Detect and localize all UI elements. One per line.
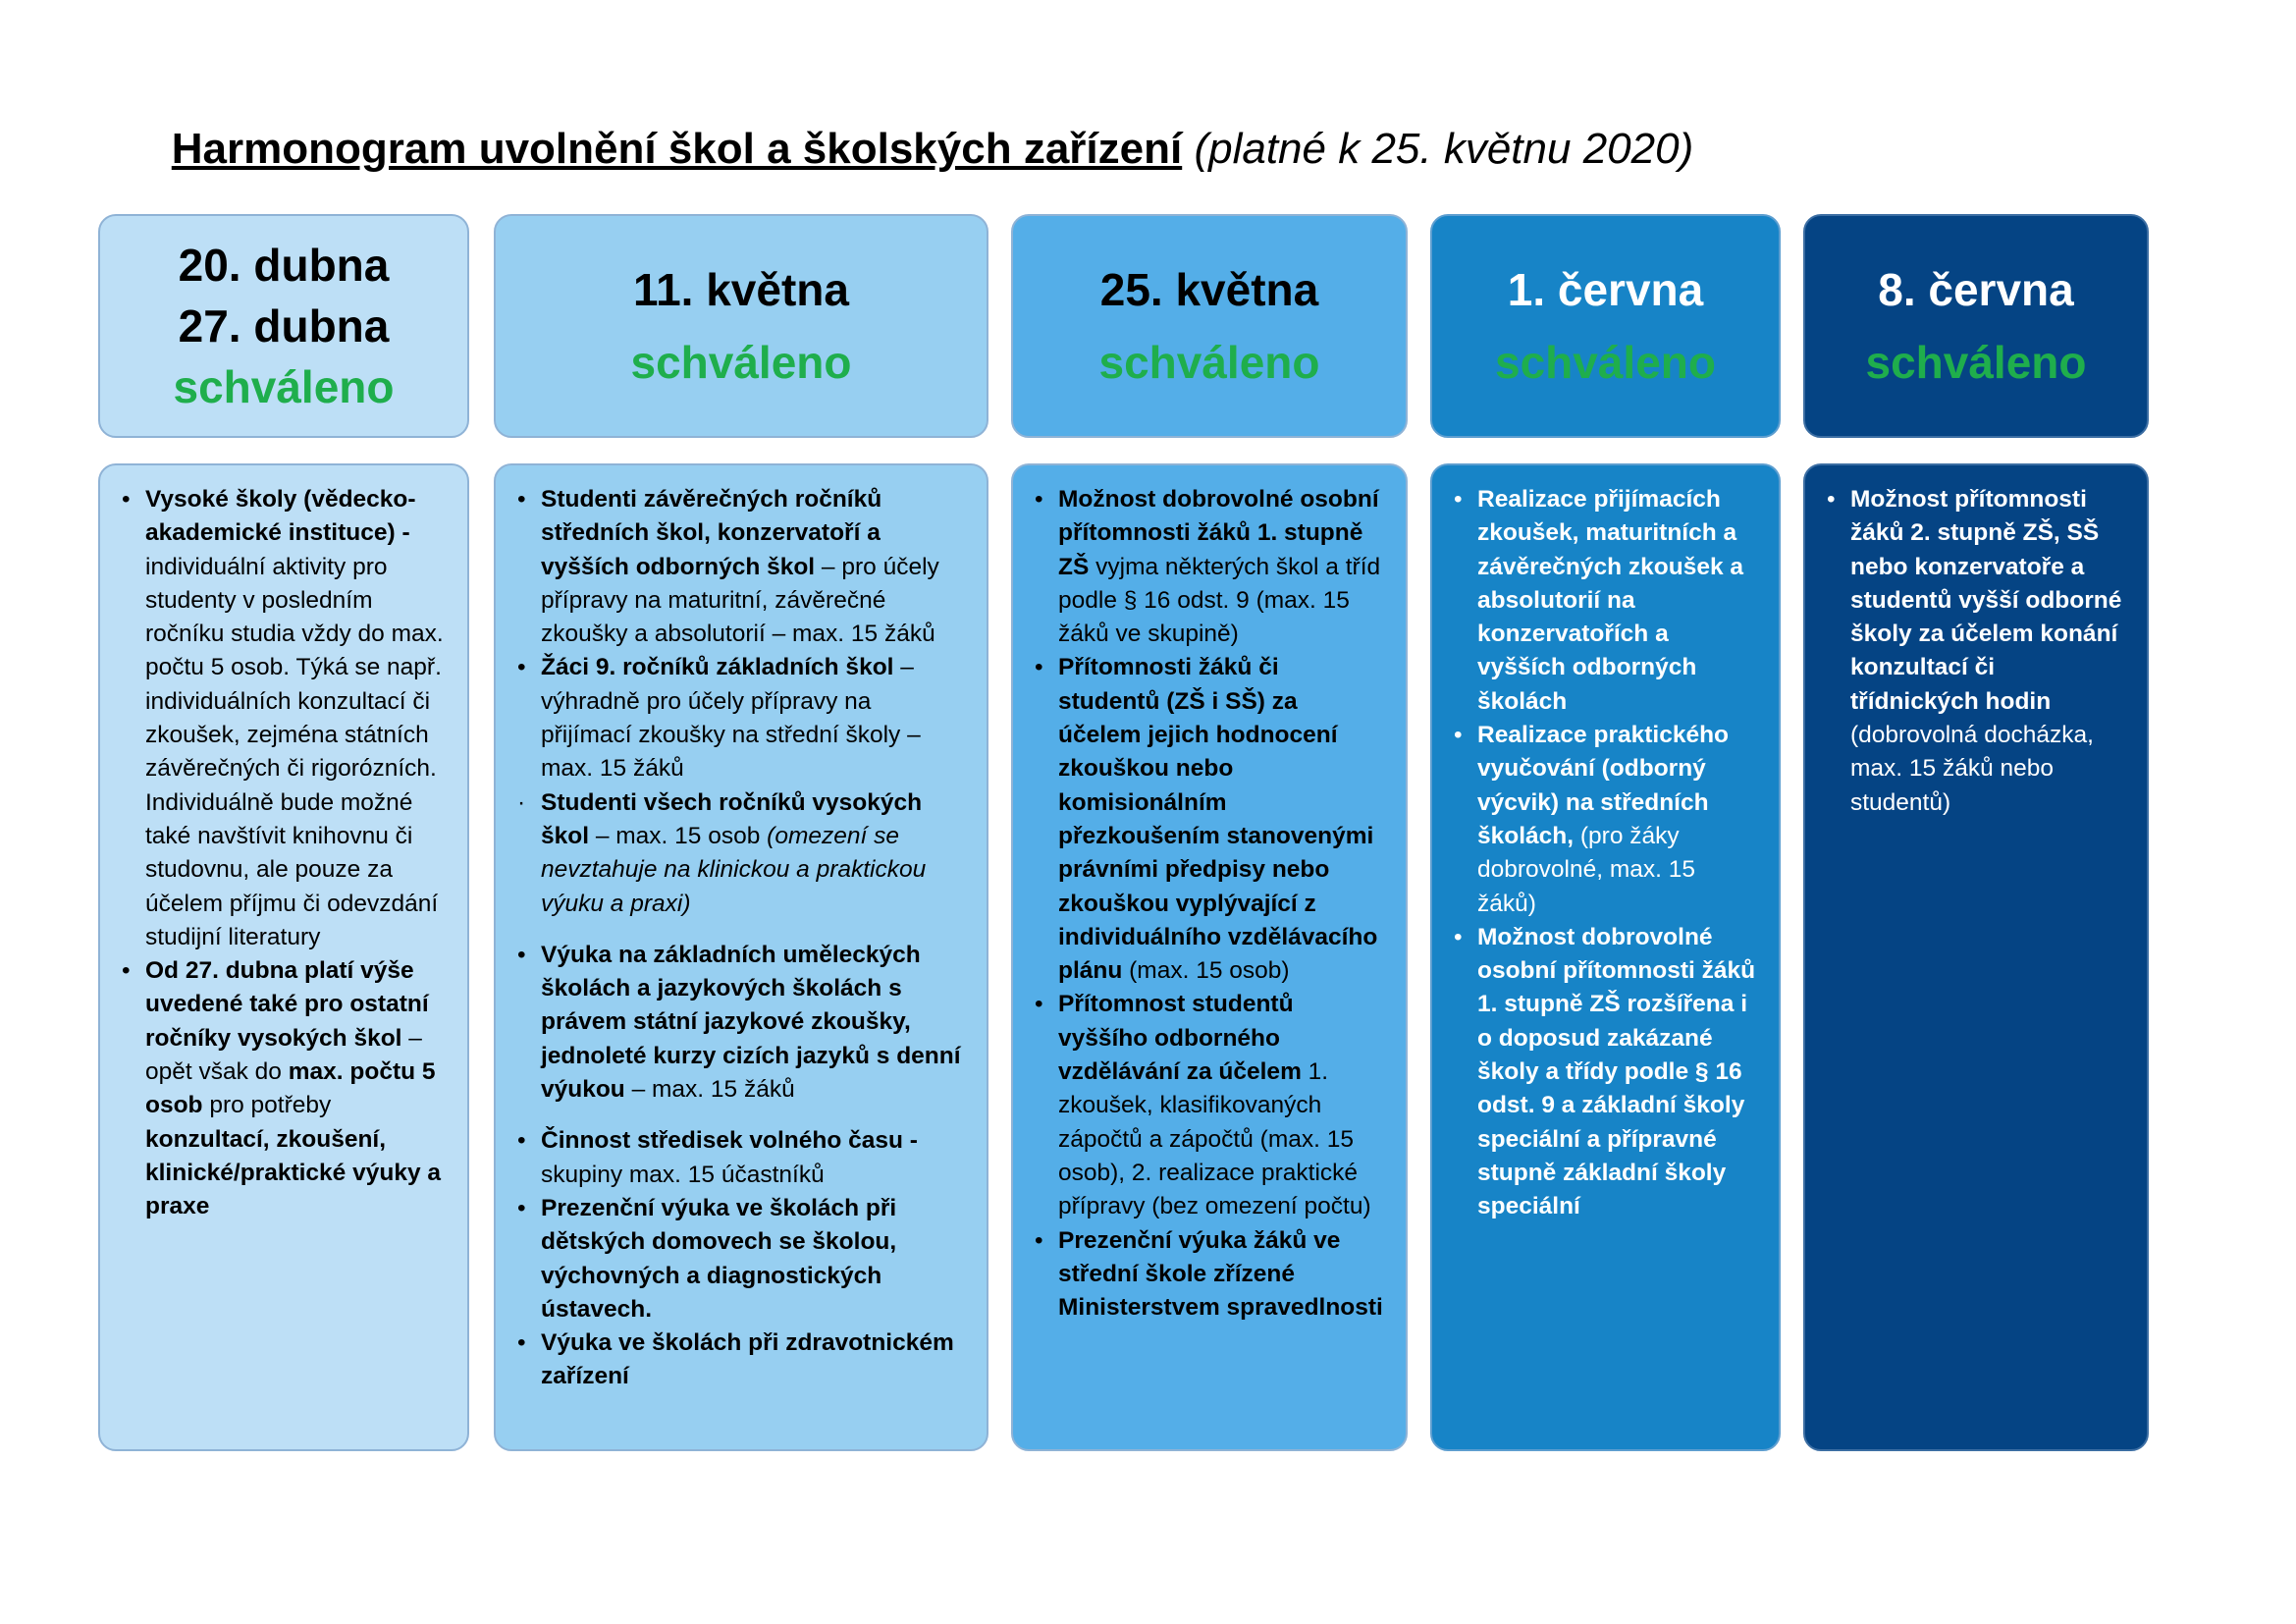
header-date: 25. května (1099, 264, 1319, 315)
bullet-icon: • (1827, 486, 1836, 513)
column-header-2 (494, 214, 988, 438)
column-content-2 (494, 463, 988, 1451)
item-text: Žáci 9. ročníků základních škol (541, 654, 894, 681)
bullet-icon: • (1035, 486, 1043, 513)
list-item (122, 954, 446, 1223)
item-list (1035, 483, 1384, 1325)
bullet-icon: • (517, 654, 526, 681)
item-text: (max. 15 osob) (1122, 957, 1290, 985)
column-content-5 (1803, 463, 2149, 1451)
column-content-4 (1430, 463, 1781, 1451)
item-text: (omezení se nevztahuje na klinickou a praktickou výuku a praxi) (541, 822, 927, 917)
item-text: Přítomnost studentů vyššího odborného vzdělávání za účelem (1058, 991, 1302, 1086)
item-text: skupiny max. 15 účastníků (541, 1161, 825, 1188)
item-text: Možnost dobrovolné osobní přítomnosti žáků 1. stupně ZŠ (1058, 486, 1379, 580)
bullet-icon: • (1454, 722, 1463, 749)
list-item (1454, 921, 1757, 1224)
header-date: 11. května (633, 264, 849, 315)
item-text: Vysoké školy (vědecko-akademické instituce) - (145, 486, 416, 547)
item-text: Výuka ve školách při zdravotnickém zařízení (541, 1329, 954, 1390)
item-text: – max. 15 osob (589, 822, 768, 849)
header-status: schváleno (1098, 337, 1320, 388)
item-list (122, 483, 446, 1224)
bullet-icon: • (1035, 654, 1043, 681)
item-text: Realizace praktického vyučování (odborný výcvik) na středních školách, (1477, 722, 1730, 849)
item-text: Studenti všech ročníků vysokých škol (541, 788, 923, 849)
item-text: – max. 15 žáků (624, 1076, 795, 1104)
header-date: 8. června (1878, 264, 2074, 315)
list-item (517, 1124, 965, 1192)
header-status: schváleno (1495, 337, 1716, 388)
header-date: 27. dubna (178, 300, 390, 352)
item-list (1454, 483, 1757, 1224)
bullet-icon: • (122, 486, 131, 513)
document-title (0, 120, 1865, 179)
list-item (517, 1326, 965, 1394)
item-text: pro potřeby (202, 1092, 332, 1119)
item-text: Výuka na základních uměleckých školách a jazykových školách s právem státní jazykové zkoušky, jednoleté kurzy cizích jazyků s denní výukou (541, 941, 961, 1104)
item-text: – pro účely přípravy na maturitní, závěrečné zkoušky a absolutorií – max. 15 žáků (541, 553, 939, 648)
bullet-icon: • (517, 1329, 526, 1357)
list-item (517, 1192, 965, 1326)
list-item (1035, 651, 1384, 988)
column-header-5 (1803, 214, 2149, 438)
list-item (1454, 719, 1757, 921)
bullet-icon: • (1454, 486, 1463, 513)
list-item (122, 483, 446, 954)
column-header-4 (1430, 214, 1781, 438)
bullet-icon: • (1035, 1226, 1043, 1254)
header-status: schváleno (1865, 337, 2087, 388)
title-main: Harmonogram uvolnění škol a školských zařízení (171, 125, 1183, 173)
bullet-icon: • (517, 1194, 526, 1221)
item-text: Od 27. dubna platí výše uvedené také pro ostatní ročníky vysokých škol (145, 957, 429, 1052)
list-item (1827, 483, 2125, 820)
bullet-icon: · (517, 788, 526, 816)
item-text: 1. zkoušek, klasifikovaných zápočtů a zápočtů (max. 15 osob), 2. realizace praktické přípravy (bez omezení počtu) (1058, 1058, 1371, 1220)
item-text: Činnost středisek volného času - (541, 1127, 918, 1155)
item-text: Přítomnosti žáků či studentů (ZŠ i SŠ) za účelem jejich hodnocení zkouškou nebo komisionálním přezkoušením stanovenými právními předpisy nebo zkouškou vyplývající z individuálního vzdělávacího plánu (1058, 654, 1378, 985)
header-status: schváleno (173, 361, 395, 412)
item-text: vyjma některých škol a tříd podle § 16 odst. 9 (max. 15 žáků ve skupině) (1058, 553, 1381, 648)
column-content-3 (1011, 463, 1408, 1451)
bullet-icon: • (1454, 923, 1463, 950)
item-text: (pro žáky dobrovolné, max. 15 žáků) (1477, 822, 1695, 917)
list-item (517, 651, 965, 785)
item-text: – opět však do (145, 1024, 422, 1086)
column-header-3 (1011, 214, 1408, 438)
item-text: konzultací, zkoušení, klinické/praktické výuky a praxe (145, 1125, 441, 1220)
list-item (517, 483, 965, 651)
item-text: Prezenční výuka žáků ve střední škole zřízené Ministerstvem spravedlnosti (1058, 1226, 1383, 1322)
item-text: individuální aktivity pro studenty v posledním ročníku studia vždy do max. počtu 5 osob. Týká se např. individuálních konzultací či zkoušek, zejména státních závěrečných či rigorózních. Individuálně bude možné také navštívit knihovnu či studovnu, ale pouze za účelem příjmu či odevzdání studijní literatury (145, 553, 444, 950)
item-text: – výhradně pro účely přípravy na přijímací zkoušky na střední školy – max. 15 žáků (541, 654, 921, 783)
list-item (1035, 483, 1384, 651)
bullet-icon: • (517, 941, 526, 968)
item-list (517, 483, 965, 1394)
item-text: max. počtu 5 osob (145, 1058, 436, 1119)
item-text: Možnost přítomnosti žáků 2. stupně ZŠ, SŠ nebo konzervatoře a studentů vyšší odborné školy za účelem konání konzultací či třídnických hodin (1850, 486, 2122, 715)
list-item (1035, 988, 1384, 1223)
header-date: 20. dubna (178, 240, 390, 291)
list-item (1035, 1224, 1384, 1326)
item-list (1827, 483, 2125, 820)
title-sub: (platné k 25. květnu 2020) (1194, 125, 1694, 173)
item-text: Realizace přijímacích zkoušek, maturitních a závěrečných zkoušek a absolutorií na konzervatořích a vyšších odborných školách (1477, 486, 1744, 715)
list-item (1454, 483, 1757, 719)
item-text: Studenti závěrečných ročníků středních škol, konzervatoří a vyšších odborných škol (541, 486, 882, 580)
item-text: Prezenční výuka ve školách při dětských domovech se školou, výchovných a diagnostických ústavech. (541, 1194, 897, 1323)
column-header-1 (98, 214, 469, 438)
bullet-icon: • (1035, 991, 1043, 1018)
header-date: 1. června (1507, 264, 1704, 315)
column-content-1 (98, 463, 469, 1451)
list-item (517, 939, 965, 1107)
list-item (517, 786, 965, 921)
bullet-icon: • (122, 957, 131, 985)
item-text: Možnost dobrovolné osobní přítomnosti žáků 1. stupně ZŠ rozšířena i o doposud zakázané školy a třídy podle § 16 odst. 9 a základní školy speciální a přípravné stupně základní školy speciální (1477, 923, 1756, 1220)
bullet-icon: • (517, 1127, 526, 1155)
bullet-icon: • (517, 486, 526, 513)
header-status: schváleno (630, 337, 852, 388)
item-text: (dobrovolná docházka, max. 15 žáků nebo studentů) (1850, 722, 2094, 816)
